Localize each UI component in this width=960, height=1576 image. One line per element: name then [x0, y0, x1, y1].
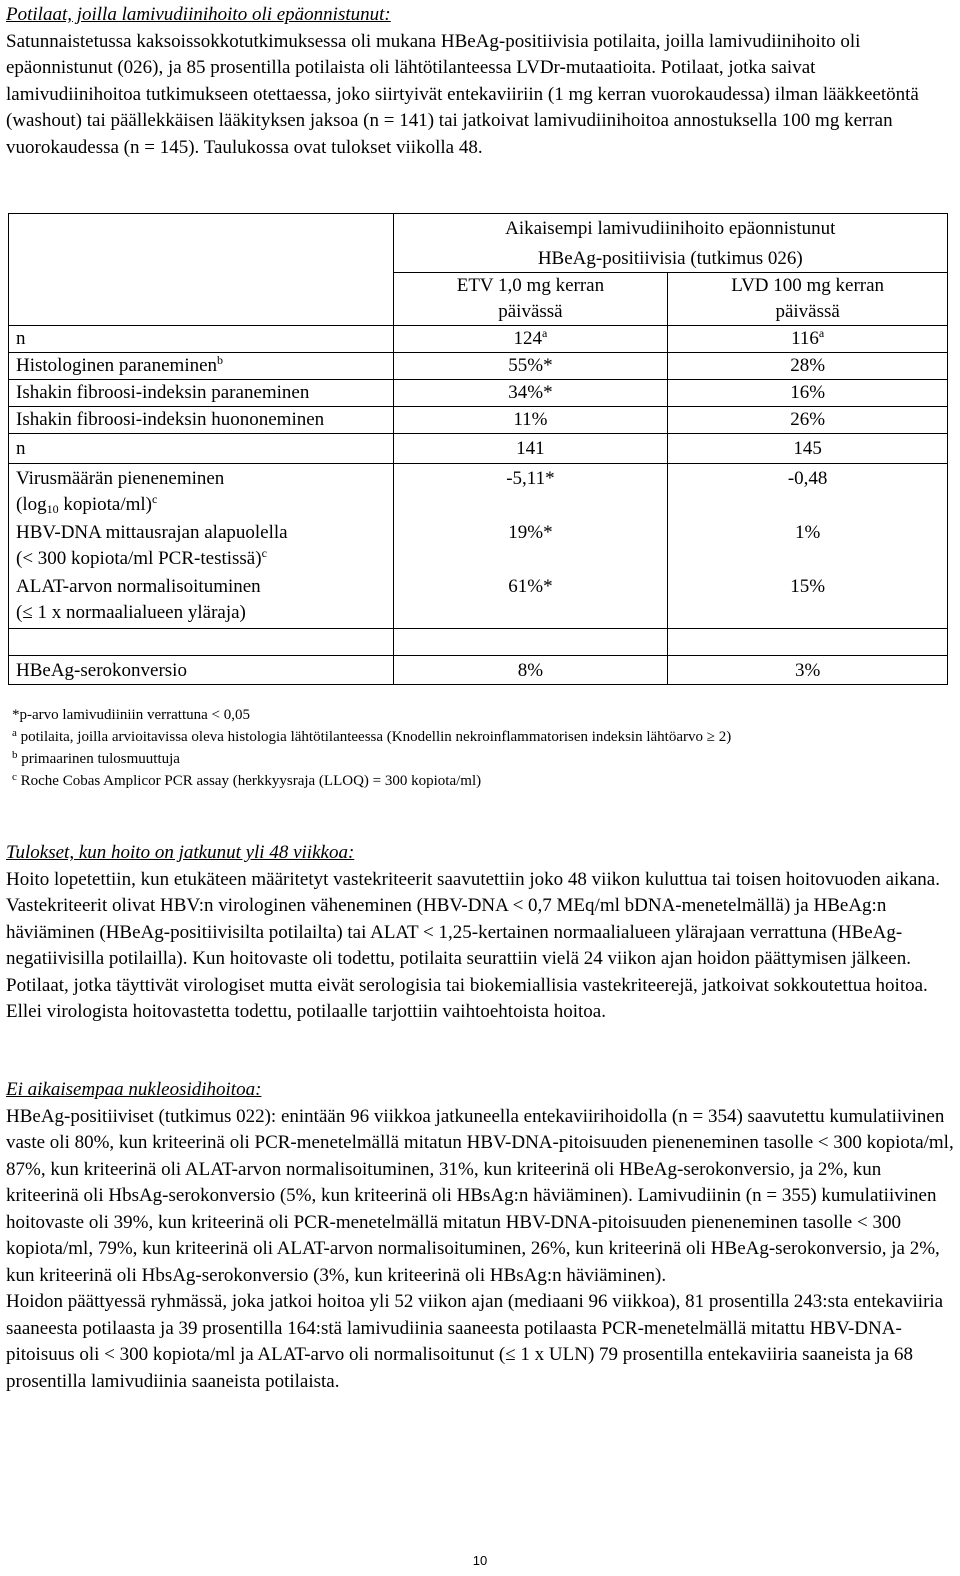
- row-label: Ishakin fibroosi-indeksin paraneminen: [9, 380, 394, 407]
- row-value-lvd: 145: [668, 434, 948, 464]
- row-value-lvd: 1%: [668, 518, 948, 572]
- footnote: $^c$ Roche Cobas Amplicor PCR assay (herkkyysraja (LLOQ) = 300 kopiota/ml): [12, 771, 482, 789]
- table-spacer-row: [9, 629, 948, 656]
- row-label: HBV-DNA mittausrajan alapuolella (< 300 kopiota/ml PCR-testissä)$^c$: [9, 518, 394, 572]
- row-value-etv: 11%: [393, 407, 668, 434]
- section-paragraph: Hoito lopetettiin, kun etukäteen määritetyt vastekriteerit saavutettiin joko 48 viikon kuluttua tai toisen hoitovuoden aikana. Vastekriteerit olivat HBV:n virologinen väheneminen (HBV-DNA < 0,7 MEq/ml bDNA-menetelmällä) ja HBeAg:n häviäminen (HBeAg-positiivisilta potilailta) tai ALAT < 1,25-kertainen normaalialueen ylärajaan verrattuna (HBeAg-negatiivisilla potilailla). Kun hoitovaste oli todettu, potilaita seurattiin vielä 24 viikon ajan hoidon päättymisen jälkeen. Potilaat, jotka täyttivät virologiset mutta eivät serologisia tai biokemiallisia vastekriteerejä, jatkoivat sokkoutettua hoitoa. Ellei virologista hoitovastetta todettu, potilaalle tarjottiin vaihtoehtoista hoitoa.: [6, 868, 940, 1022]
- row-value-lvd: 116$^a$: [668, 326, 948, 353]
- table-row: [9, 434, 948, 464]
- row-value-lvd: -0,48: [668, 464, 948, 519]
- row-value-etv: 8%: [393, 656, 668, 685]
- row-label: Ishakin fibroosi-indeksin huononeminen: [9, 407, 394, 434]
- row-label: Histologinen paraneminen$^b$: [9, 353, 394, 380]
- column-header-etv: ETV 1,0 mg kerran päivässä: [393, 273, 668, 326]
- footnote: $^b$ primaarinen tulosmuuttuja: [12, 749, 180, 767]
- row-value-etv: 19%*: [393, 518, 668, 572]
- section-lamivudine-failure: [6, 2, 954, 161]
- group-header-line2: HBeAg-positiivisia (tutkimus 026): [537, 248, 803, 269]
- row-value-etv: 141: [393, 434, 668, 464]
- row-label: HBeAg-serokonversio: [9, 656, 394, 685]
- section-paragraph: Satunnaistetussa kaksoissokkotutkimuksessa oli mukana HBeAg-positiivisia potilaita, joilla lamivudiinihoito oli epäonnistunut (026), ja 85 prosentilla potilaista oli lähtötilanteessa LVDr-mutaatioita. Potilaat, jotka saivat lamivudiinihoitoa tutkimukseen otettaessa, joko siirtyivät entekaviiriin (1 mg kerran vuorokaudessa) ilman lääkkeetöntä (washout) tai päällekkäisen lääkityksen jaksoa (n = 141) tai jatkoivat lamivudiinihoitoa annostuksella 100 mg kerran vuorokaudessa (n = 145). Taulukossa ovat tulokset viikolla 48.: [6, 30, 919, 158]
- table-row: [9, 656, 948, 685]
- table-row: [9, 326, 948, 353]
- section-heading: Tulokset, kun hoito on jatkunut yli 48 viikkoa:: [6, 842, 355, 863]
- row-label: Virusmäärän pieneneminen ($\log_{10}$ kopiota/ml)$^c$: [9, 464, 394, 519]
- group-header-line1: Aikaisempi lamivudiinihoito epäonnistunut: [505, 218, 836, 239]
- table-header-row: [9, 214, 948, 273]
- spacer-cell: [668, 629, 948, 656]
- table-row: [9, 518, 948, 572]
- row-value-lvd: 28%: [668, 353, 948, 380]
- row-value-etv: 61%*: [393, 572, 668, 629]
- section-heading: Potilaat, joilla lamivudiinihoito oli epäonnistunut:: [6, 4, 391, 25]
- table-corner-cell: [9, 214, 394, 326]
- table-row: [9, 380, 948, 407]
- section-paragraph: Hoidon päättyessä ryhmässä, joka jatkoi hoitoa yli 52 viikon ajan (mediaani 96 viikkoa), 81 prosentilla 243:sta entekaviiria saaneesta potilaasta ja 39 prosentilla 164:stä lamivudiinia saaneesta potilaasta PCR-menetelmällä mitattu HBV-DNA-pitoisuus oli < 300 kopiota/ml ja ALAT-arvo oli normalisoitunut (≤ 1 x ULN) 79 prosentilla entekaviiria saaneista ja 68 prosentilla lamivudiinia saaneista potilaista.: [6, 1291, 944, 1392]
- spacer-cell: [9, 629, 394, 656]
- section-heading: Ei aikaisempaa nukleosidihoitoa:: [6, 1079, 262, 1100]
- table-row: [9, 353, 948, 380]
- section-beyond-48-weeks: [6, 840, 954, 1026]
- table-row: [9, 464, 948, 519]
- footnote: $^a$ potilaita, joilla arvioitavissa oleva histologia lähtötilanteessa (Knodellin nekroinflammatorisen indeksin lähtöarvo ≥ 2): [12, 727, 732, 745]
- table-group-header: [393, 214, 947, 273]
- row-value-etv: 124$^a$: [393, 326, 668, 353]
- column-header-lvd: LVD 100 mg kerran päivässä: [668, 273, 948, 326]
- row-label: ALAT-arvon normalisoituminen (≤ 1 x normaalialueen yläraja): [9, 572, 394, 629]
- table-row: [9, 572, 948, 629]
- row-value-lvd: 15%: [668, 572, 948, 629]
- table-footnotes: [12, 704, 942, 792]
- row-value-lvd: 16%: [668, 380, 948, 407]
- row-value-etv: 34%*: [393, 380, 668, 407]
- row-value-etv: -5,11*: [393, 464, 668, 519]
- section-paragraph: HBeAg-positiiviset (tutkimus 022): enintään 96 viikkoa jatkuneella entekaviirihoidolla (n = 354) saavutettu kumulatiivinen vaste oli 80%, kun kriteerinä oli PCR-menetelmällä mitatun HBV-DNA-pitoisuuden pieneneminen tasolle < 300 kopiota/ml, 87%, kun kriteerinä oli ALAT-arvon normalisoituminen, 31%, kun kriteerinä oli HBeAg-serokonversio, ja 2%, kun kriteerinä oli HbsAg-serokonversio (5%, kun kriteerinä oli HBsAg:n häviäminen). Lamivudiinin (n = 355) kumulatiivinen hoitovaste oli 39%, kun kriteerinä oli PCR-menetelmällä mitatun HBV-DNA-pitoisuuden pieneneminen tasolle < 300 kopiota/ml, 79%, kun kriteerinä oli ALAT-arvon normalisoituminen, 26%, kun kriteerinä oli HBeAg-serokonversio, ja 2%, kun kriteerinä oli HbsAg-serokonversio (3%, kun kriteerinä oli HBsAg:n häviäminen).: [6, 1105, 954, 1286]
- page-number: 10: [472, 1553, 488, 1568]
- results-table: [8, 213, 948, 685]
- row-value-etv: 55%*: [393, 353, 668, 380]
- row-label: n: [9, 326, 394, 353]
- row-value-lvd: 26%: [668, 407, 948, 434]
- row-label: n: [9, 434, 394, 464]
- section-no-prior-nucleoside: [6, 1077, 954, 1395]
- footnote: *p-arvo lamivudiiniin verrattuna < 0,05: [12, 707, 250, 723]
- spacer-cell: [393, 629, 668, 656]
- table-row: [9, 407, 948, 434]
- row-value-lvd: 3%: [668, 656, 948, 685]
